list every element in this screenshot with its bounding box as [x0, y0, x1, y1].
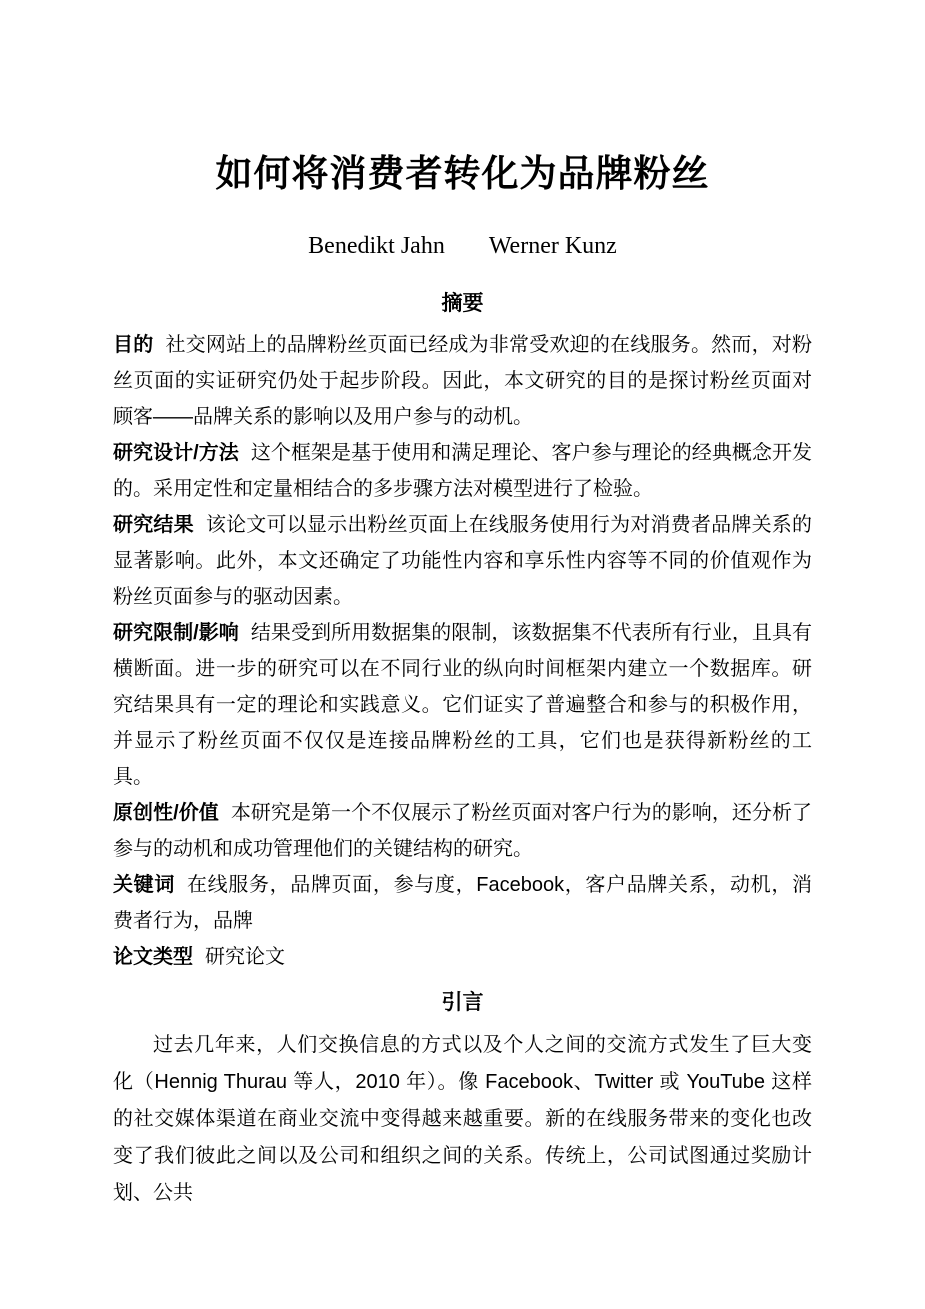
section-label: 关键词 [113, 874, 175, 896]
paper-title: 如何将消费者转化为品牌粉丝 [215, 154, 710, 195]
abstract-section-limitations [113, 615, 812, 795]
abstract-section-keywords [113, 867, 812, 939]
introduction-body [113, 1027, 812, 1212]
author-line [0, 233, 925, 260]
abstract-heading: 摘要 [441, 292, 484, 315]
abstract-section-design [113, 435, 812, 507]
abstract-section-findings [113, 507, 812, 615]
abstract-section-purpose [113, 327, 812, 435]
introduction-heading: 引言 [441, 991, 484, 1014]
section-label: 研究结果 [113, 514, 194, 536]
section-label: 论文类型 [113, 946, 193, 968]
section-label: 研究设计/方法 [113, 442, 239, 464]
section-label: 原创性/价值 [113, 802, 219, 824]
abstract-section-originality [113, 795, 812, 867]
section-text: 研究论文 [205, 946, 285, 968]
abstract-section-paper-type [113, 939, 812, 975]
section-text: 这个框架是基于使用和满足理论、客户参与理论的经典概念开发的。采用定性和定量相结合的多步骤方法对模型进行了检验。 [113, 442, 813, 500]
abstract-body [113, 327, 812, 975]
section-label: 研究限制/影响 [113, 622, 239, 644]
section-text: 结果受到所用数据集的限制，该数据集不代表所有行业，且具有横断面。进一步的研究可以在不同行业的纵向时间框架内建立一个数据库。研究结果具有一定的理论和实践意义。它们证实了普遍整合和参与的积极作用，并显示了粉丝页面不仅仅是连接品牌粉丝的工具，它们也是获得新粉丝的工具。 [113, 622, 813, 788]
section-text: 社交网站上的品牌粉丝页面已经成为非常受欢迎的在线服务。然而，对粉丝页面的实证研究仍处于起步阶段。因此，本文研究的目的是探讨粉丝页面对顾客——品牌关系的影响以及用户参与的动机。 [113, 334, 813, 428]
section-text: 在线服务，品牌页面，参与度，Facebook，客户品牌关系，动机，消费者行为，品牌 [113, 874, 812, 932]
author-name: Benedikt Jahn [308, 233, 445, 259]
section-text: 本研究是第一个不仅展示了粉丝页面对客户行为的影响，还分析了参与的动机和成功管理他们的关键结构的研究。 [113, 802, 812, 860]
introduction-paragraph: 过去几年来，人们交换信息的方式以及个人之间的交流方式发生了巨大变化（Hennig Thurau 等人，2010 年）。像 Facebook、Twitter 或 YouTube 这样的社交媒体渠道在商业交流中变得越来越重要。新的在线服务带来的变化也改变了我们彼此之间以及公司和组织之间的关系。传统上，公司试图通过奖励计划、公共 [113, 1034, 812, 1204]
author-name: Werner Kunz [488, 233, 617, 259]
section-text: 该论文可以显示出粉丝页面上在线服务使用行为对消费者品牌关系的显著影响。此外，本文还确定了功能性内容和享乐性内容等不同的价值观作为粉丝页面参与的驱动因素。 [113, 514, 813, 608]
section-label: 目的 [113, 334, 154, 356]
